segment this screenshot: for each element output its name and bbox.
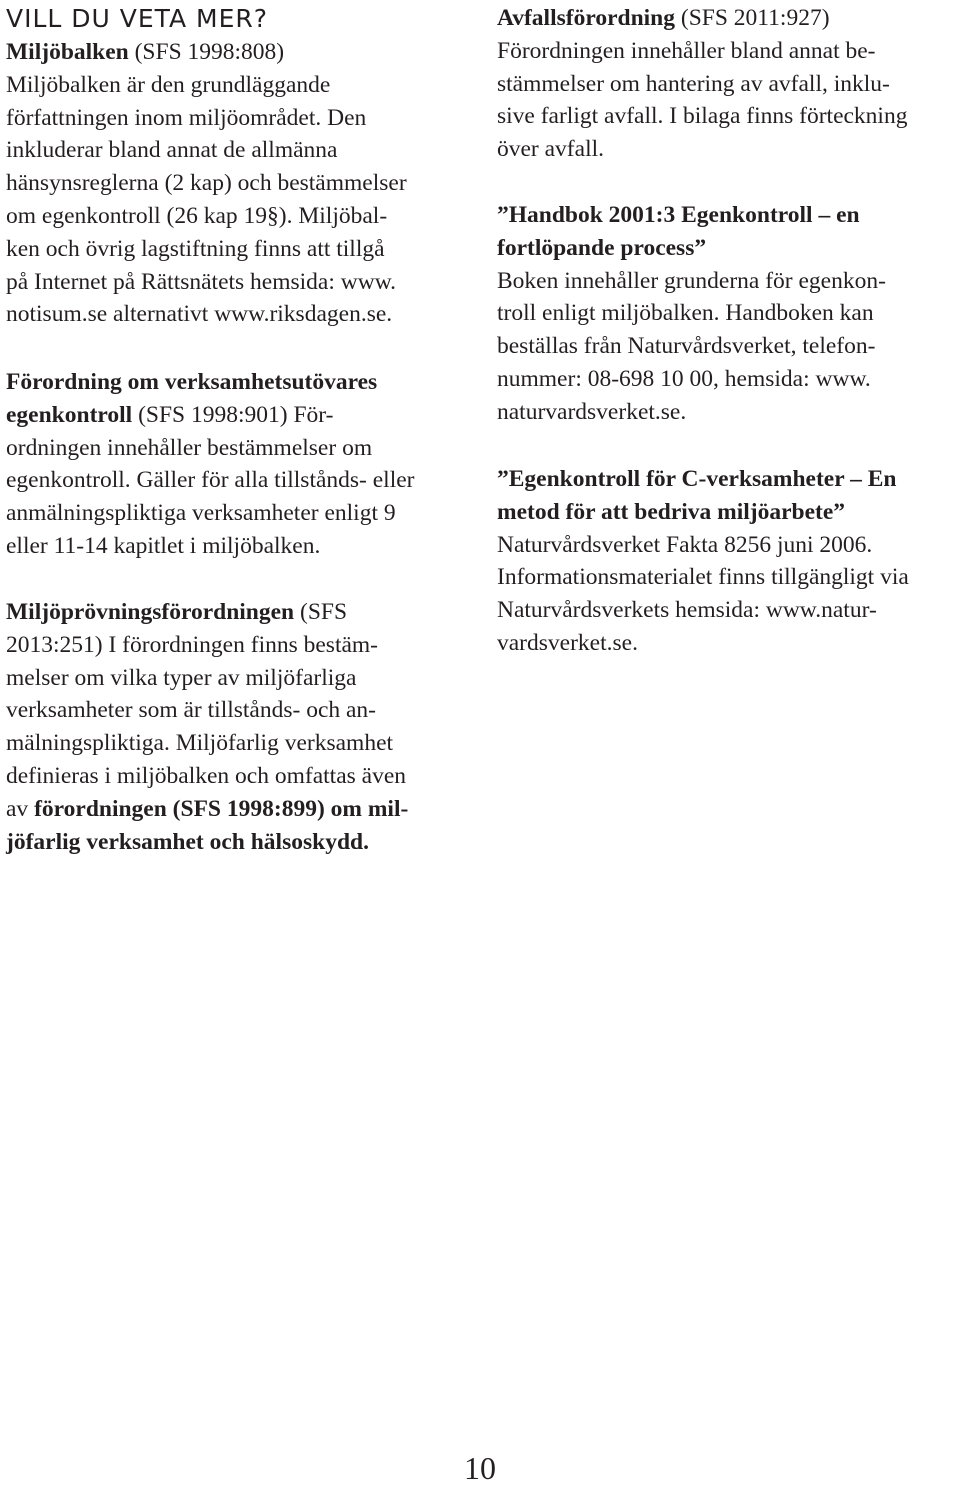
miljoprovning-paragraph bbox=[6, 596, 476, 858]
miljoprovning-section bbox=[6, 596, 476, 858]
avfall-section bbox=[497, 2, 955, 166]
avfall-body: (SFS 2011:927) Förordningen innehåller bland annat be- stämmelser om hantering av avfall, inklu- sive farligt avfall. I bilaga finns förteckning över avfall. bbox=[497, 5, 908, 163]
c-verksamheter-title: ”Egenkontroll för C-verksamheter – En metod för att bedriva miljöarbete” bbox=[497, 466, 897, 525]
forordning-egenkontroll-body: (SFS 1998:901) För- ordningen innehåller bestämmelser om egenkontroll. Gäller för alla tillstånds- eller anmälningspliktiga verksamheter enligt 9 eller 11-14 kapitlet i miljöbalken. bbox=[6, 401, 415, 559]
miljobalken-body: (SFS 1998:808) Miljöbalken är den grundläggande författningen inom miljöområdet. Den inkluderar bland annat de allmänna hänsynsreglerna (2 kap) och bestämmelser om egenkontroll (26 kap 19§). Miljöbal- ken och övrig lagstiftning finns att tillgå på Internet på Rättsnätets hemsida: www. notisum.se alternativt www.riksdagen.se. bbox=[6, 39, 407, 328]
handbok-body: Boken innehåller grunderna för egenkon- troll enligt miljöbalken. Handboken kan beställas från Naturvårdsverket, telefon- nummer: 08-698 10 00, hemsida: www. naturvardsverket.se. bbox=[497, 267, 886, 425]
page-heading: VILL DU VETA MER? bbox=[6, 4, 269, 33]
forordning-egenkontroll-title: Förordning om verksamhetsutövares egenkontroll bbox=[6, 369, 378, 428]
handbok-title: ”Handbok 2001:3 Egenkontroll – en fortlöpande process” bbox=[497, 202, 860, 261]
miljobalken-title: Miljöbalken bbox=[6, 39, 129, 65]
miljoprovning-bold-tail: förordningen (SFS 1998:899) om mil- jöfarlig verksamhet och hälsoskydd. bbox=[6, 795, 409, 855]
forordning-egenkontroll-paragraph bbox=[6, 366, 476, 563]
forordning-egenkontroll-section bbox=[6, 366, 476, 563]
c-verksamheter-body: Naturvårdsverket Fakta 8256 juni 2006. Informationsmaterialet finns tillgängligt via Naturvårdsverkets hemsida: www.natur- vardsverket.se. bbox=[497, 531, 909, 656]
c-verksamheter-section bbox=[497, 463, 955, 660]
avfall-title: Avfallsförordning bbox=[497, 5, 676, 31]
avfall-paragraph bbox=[497, 2, 955, 166]
handbok-section bbox=[497, 199, 955, 429]
page-number: 10 bbox=[464, 1450, 496, 1486]
miljobalken-paragraph bbox=[6, 36, 476, 331]
miljoprovning-title: Miljöprövningsförordningen bbox=[6, 599, 295, 625]
miljoprovning-body: (SFS 2013:251) I förordningen finns bestäm- melser om vilka typer av miljöfarliga verksamheter som är tillstånds- och an- mälningspliktiga. Miljöfarlig verksamhet definieras i miljöbalken och omfattas även av bbox=[6, 599, 407, 822]
miljobalken-section bbox=[6, 36, 476, 331]
